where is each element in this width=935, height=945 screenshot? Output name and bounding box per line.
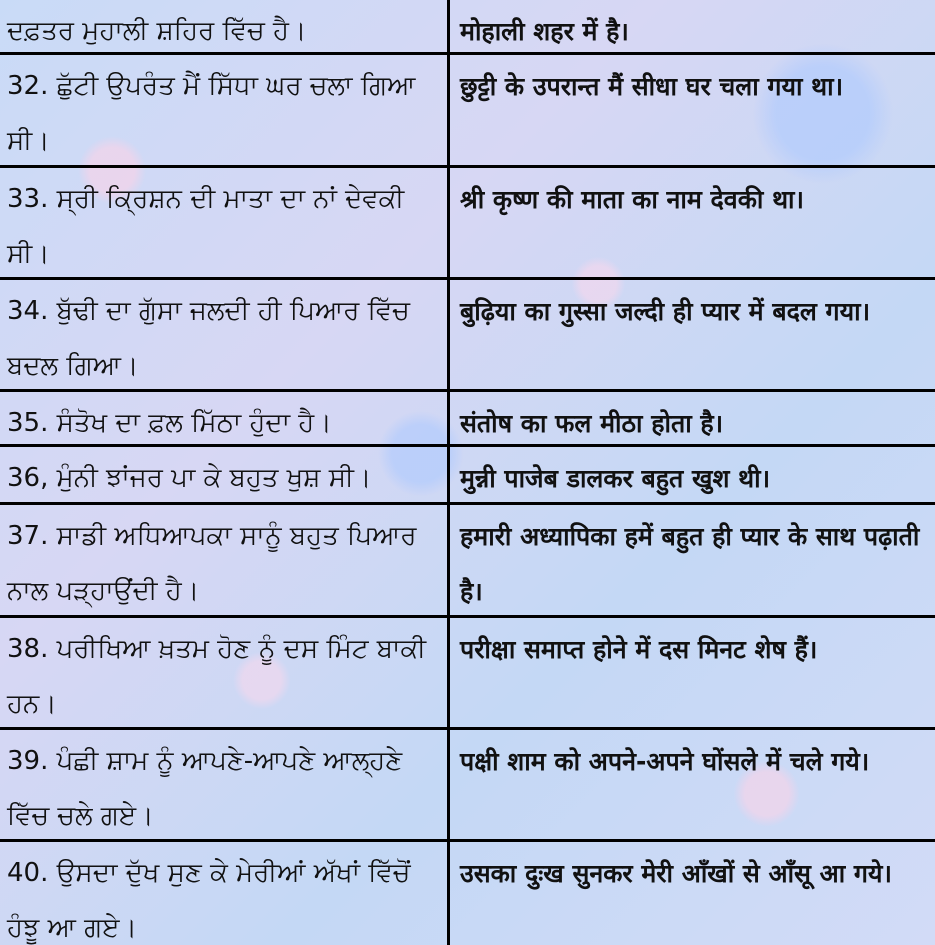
punjabi-cell: ਦਫ਼ਤਰ ਮੁਹਾਲੀ ਸ਼ਹਿਰ ਵਿੱਚ ਹੈ। <box>0 0 450 52</box>
punjabi-cell: 32. ਛੁੱਟੀ ਉਪਰੰਤ ਮੈਂ ਸਿੱਧਾ ਘਰ ਚਲਾ ਗਿਆ ਸੀ। <box>0 55 450 165</box>
hindi-cell: परीक्षा समाप्त होने में दस मिनट शेष हैं। <box>460 635 818 664</box>
hindi-cell: बुढ़िया का गुस्सा जल्दी ही प्यार में बदल गया। <box>460 297 871 326</box>
hindi-cell: मुन्नी पाजेब डालकर बहुत खुश थी। <box>460 464 771 493</box>
hindi-cell: संतोष का फल मीठा होता है। <box>460 409 724 438</box>
table-row <box>0 280 935 392</box>
punjabi-cell: 36, ਮੁੰਨੀ ਝਾਂਜਰ ਪਾ ਕੇ ਬਹੁਤ ਖੁਸ਼ ਸੀ। <box>0 447 450 502</box>
hindi-cell: उसका दुःख सुनकर मेरी आँखों से आँसू आ गये। <box>460 859 892 888</box>
hindi-cell: छुट्टी के उपरान्त मैं सीधा घर चला गया था। <box>460 72 844 101</box>
punjabi-cell: 39. ਪੰਛੀ ਸ਼ਾਮ ਨੂੰ ਆਪਣੇ-ਆਪਣੇ ਆਲ੍ਹਣੇ ਵਿੱਚ ਚਲੇ ਗਏ। <box>0 730 450 839</box>
hindi-cell: हमारी अध्यापिका हमें बहुत ही प्यार के साथ पढ़ाती है। <box>460 522 920 606</box>
hindi-cell: श्री कृष्ण की माता का नाम देवकी था। <box>460 185 805 214</box>
hindi-cell: पक्षी शाम को अपने-अपने घोंसले में चले गये। <box>460 747 870 776</box>
table-row <box>0 168 935 280</box>
table-row <box>0 505 935 618</box>
punjabi-cell: 37. ਸਾਡੀ ਅਧਿਆਪਕਾ ਸਾਨੂੰ ਬਹੁਤ ਪਿਆਰ ਨਾਲ ਪੜ੍ਹਾਉਂਦੀ ਹੈ। <box>0 505 450 615</box>
table-row <box>0 842 935 945</box>
table-row <box>0 392 935 447</box>
table-row <box>0 730 935 842</box>
punjabi-cell: 38. ਪਰੀਖਿਆ ਖ਼ਤਮ ਹੋਣ ਨੂੰ ਦਸ ਮਿੰਟ ਬਾਕੀ ਹਨ। <box>0 618 450 727</box>
punjabi-cell: 34. ਬੁੱਢੀ ਦਾ ਗੁੱਸਾ ਜਲਦੀ ਹੀ ਪਿਆਰ ਵਿੱਚ ਬਦਲ ਗਿਆ। <box>0 280 450 389</box>
punjabi-cell: 33. ਸ੍ਰੀ ਕ੍ਰਿਸ਼ਨ ਦੀ ਮਾਤਾ ਦਾ ਨਾਂ ਦੇਵਕੀ ਸੀ। <box>0 168 450 277</box>
table-row <box>0 55 935 168</box>
punjabi-cell: 40. ਉਸਦਾ ਦੁੱਖ ਸੁਣ ਕੇ ਮੇਰੀਆਂ ਅੱਖਾਂ ਵਿੱਚੋਂ ਹੰਝੂ ਆ ਗਏ। <box>0 842 450 945</box>
table-row <box>0 0 935 55</box>
punjabi-cell: 35. ਸੰਤੋਖ ਦਾ ਫ਼ਲ ਮਿੱਠਾ ਹੁੰਦਾ ਹੈ। <box>0 392 450 444</box>
table-row <box>0 618 935 730</box>
table-row <box>0 447 935 505</box>
hindi-cell: मोहाली शहर में है। <box>460 17 629 46</box>
